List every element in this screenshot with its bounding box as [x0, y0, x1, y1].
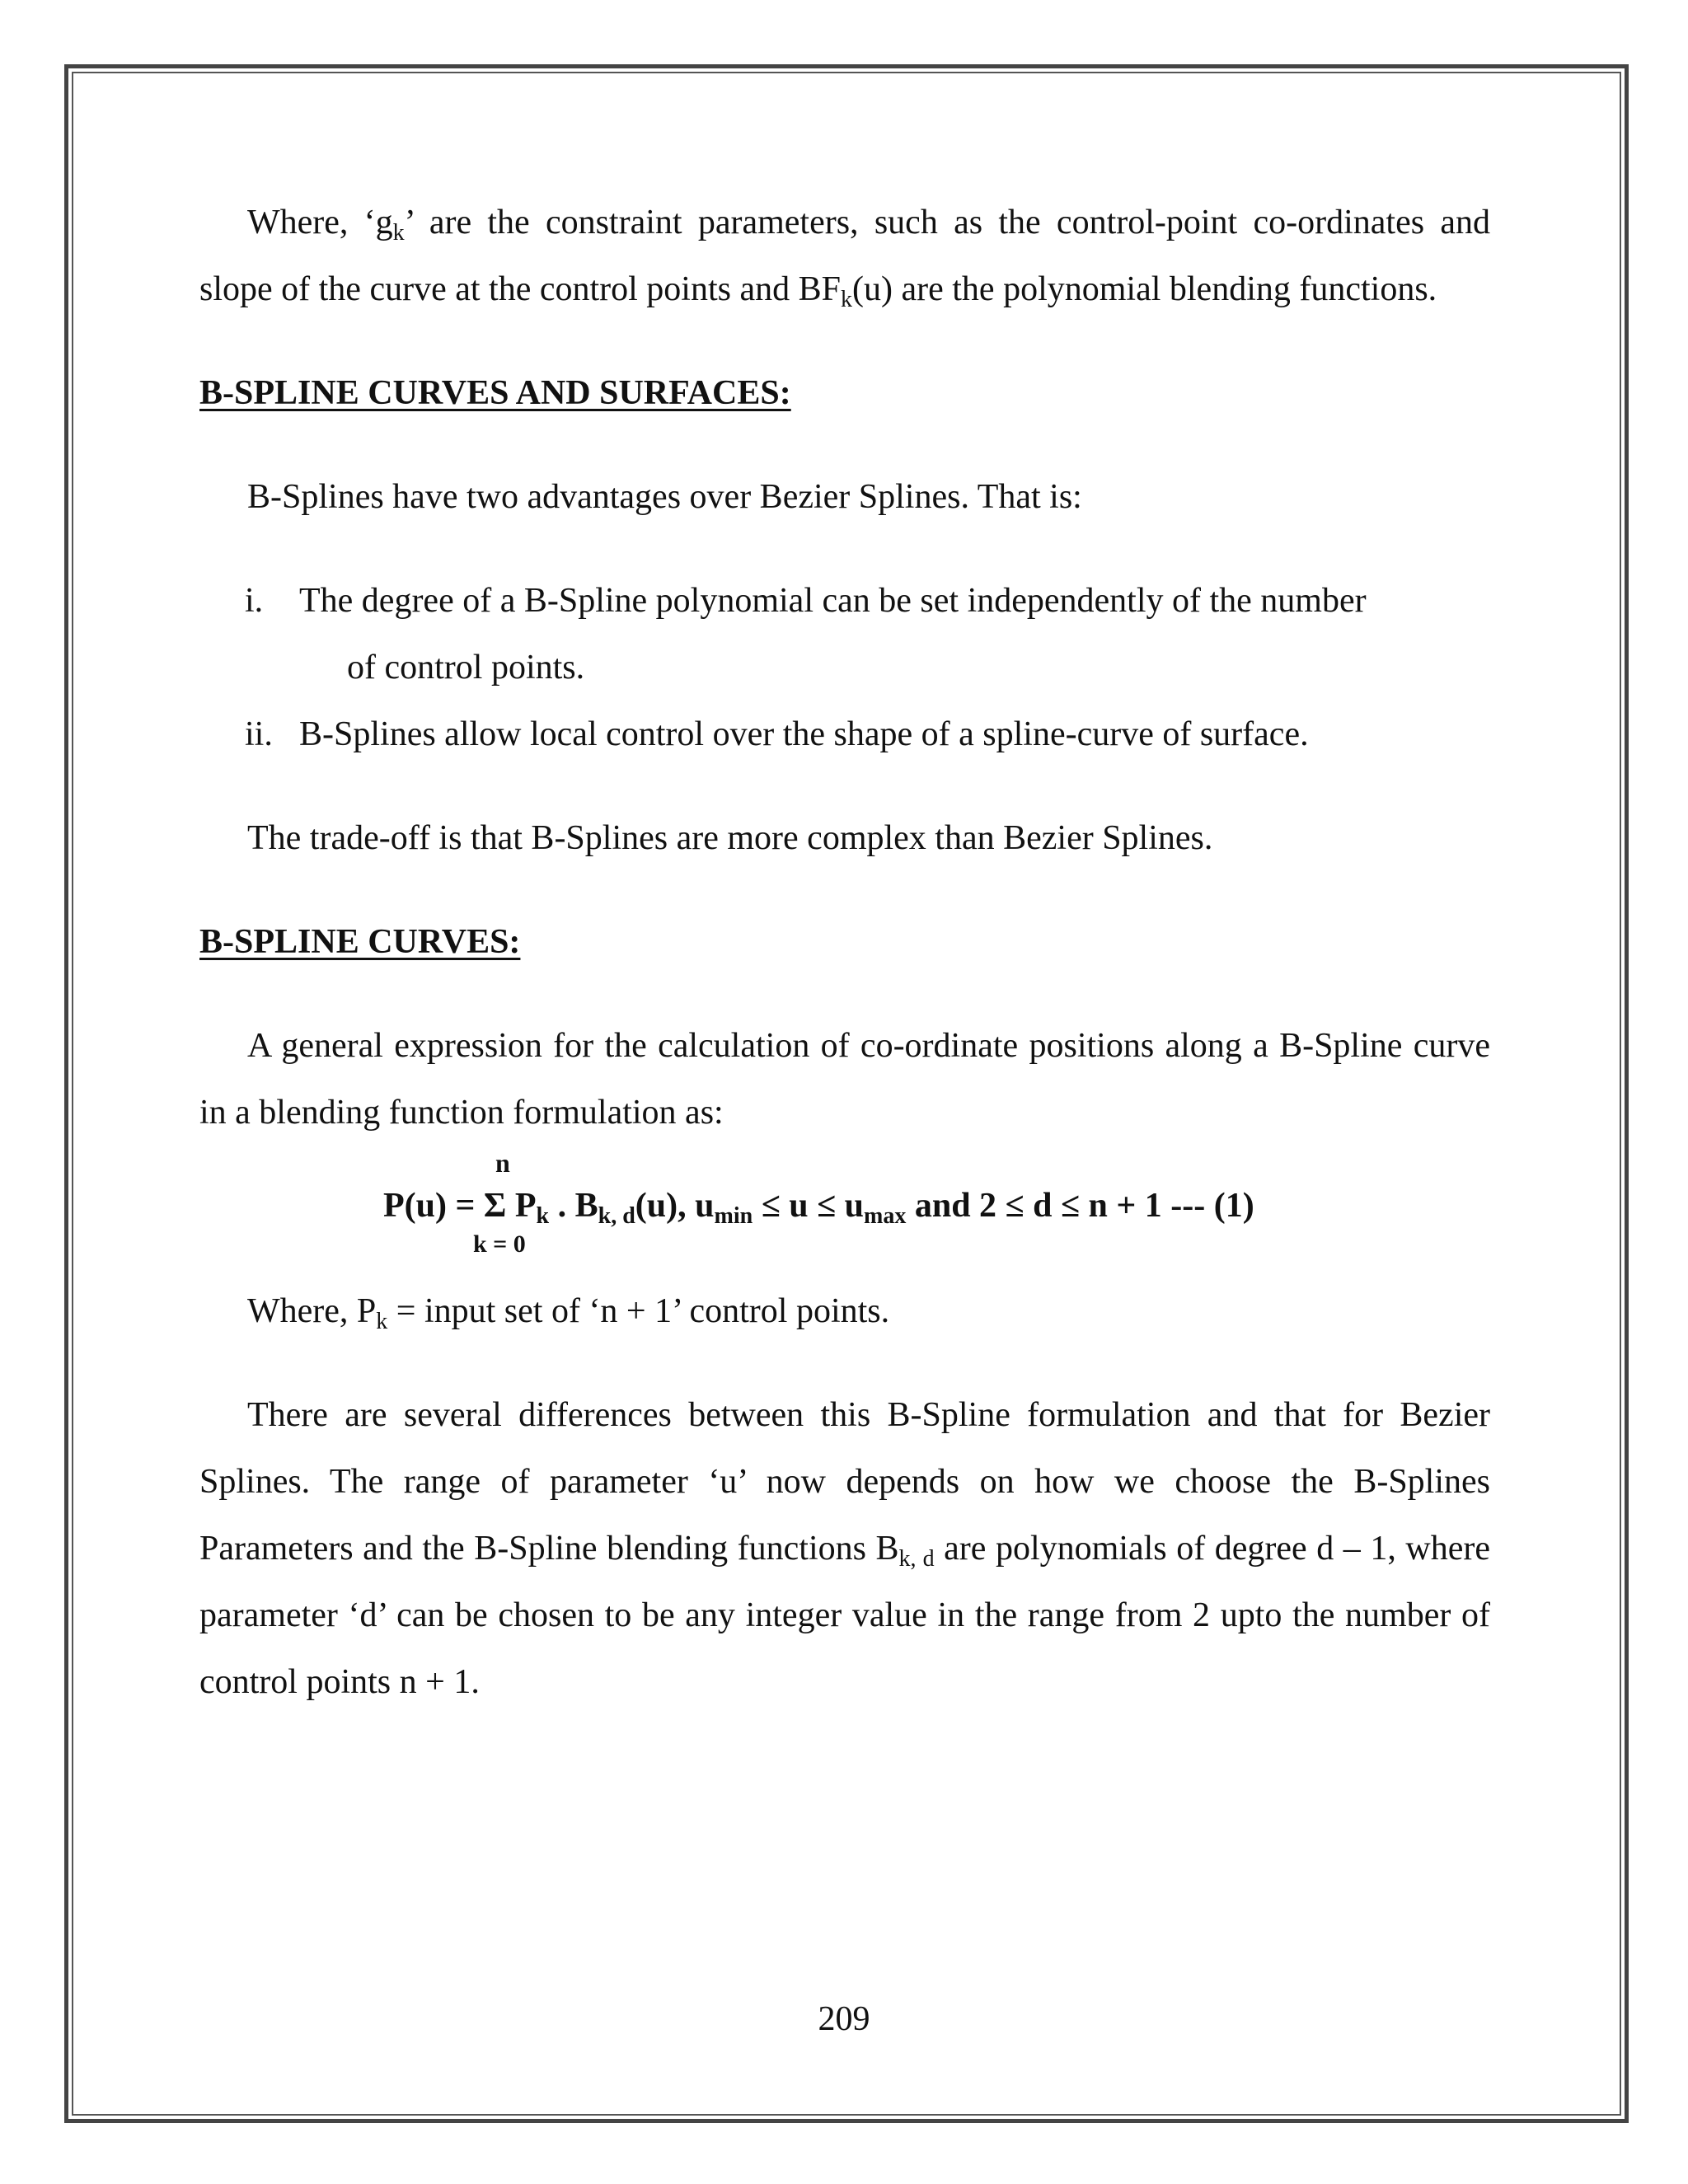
page-number: 209: [818, 2000, 870, 2038]
list-item-continuation: of control points.: [347, 649, 585, 687]
equation-bspline: [199, 1146, 1490, 1262]
paragraph-general-expression: A general expression for the calculation of co-ordinate positions along a B-Spline curve in a blending function formulation as:: [199, 1027, 1490, 1132]
paragraph-tradeoff: The trade-off is that B-Splines are more complex than Bezier Splines.: [247, 819, 1213, 857]
list-marker: ii.: [245, 715, 273, 753]
summation-lower-limit: k = 0: [473, 1230, 526, 1258]
advantages-list: [199, 568, 1490, 768]
page-content: [199, 190, 1490, 1716]
paragraph-differences: There are several differences between this B-Spline formulation and that for Bezier Splines. The range of parameter ‘u’ now depends on how we choose the B-Splines Parameters and the B-Spline blending functions $B_{k, d}$ are polynomials of degree d – 1, where parameter ‘d’ can be chosen to be any integer value in the range from 2 upto the number of control points n + 1.: [199, 1396, 1490, 1701]
list-item-text: The degree of a B-Spline polynomial can be set independently of the number: [299, 582, 1367, 620]
list-item: [199, 568, 1490, 701]
heading-bspline-curves-surfaces: B-SPLINE CURVES AND SURFACES:: [199, 374, 791, 412]
list-item: [199, 701, 1490, 768]
paragraph-control-points: Where, $P_k$ = input set of ‘n + 1’ control points.: [247, 1292, 890, 1334]
list-marker: i.: [245, 582, 264, 620]
equation-main: P(u) = Σ Pk . Bk, d(u), umin ≤ u ≤ umax and 2 ≤ d ≤ n + 1 --- (1): [383, 1187, 1254, 1229]
summation-upper-limit: n: [495, 1148, 510, 1178]
paragraph-advantages: B-Splines have two advantages over Bezier Splines. That is:: [247, 478, 1082, 516]
paragraph-constraint-parameters: Where, ‘$g_k$’ are the constraint parameters, such as the control-point co-ordinates and slope of the curve at the control points and $BF_k(u)$ are the polynomial blending functions.: [199, 204, 1490, 312]
heading-bspline-curves: B-SPLINE CURVES:: [199, 923, 521, 961]
list-item-text: B-Splines allow local control over the shape of a spline-curve of surface.: [299, 715, 1309, 753]
